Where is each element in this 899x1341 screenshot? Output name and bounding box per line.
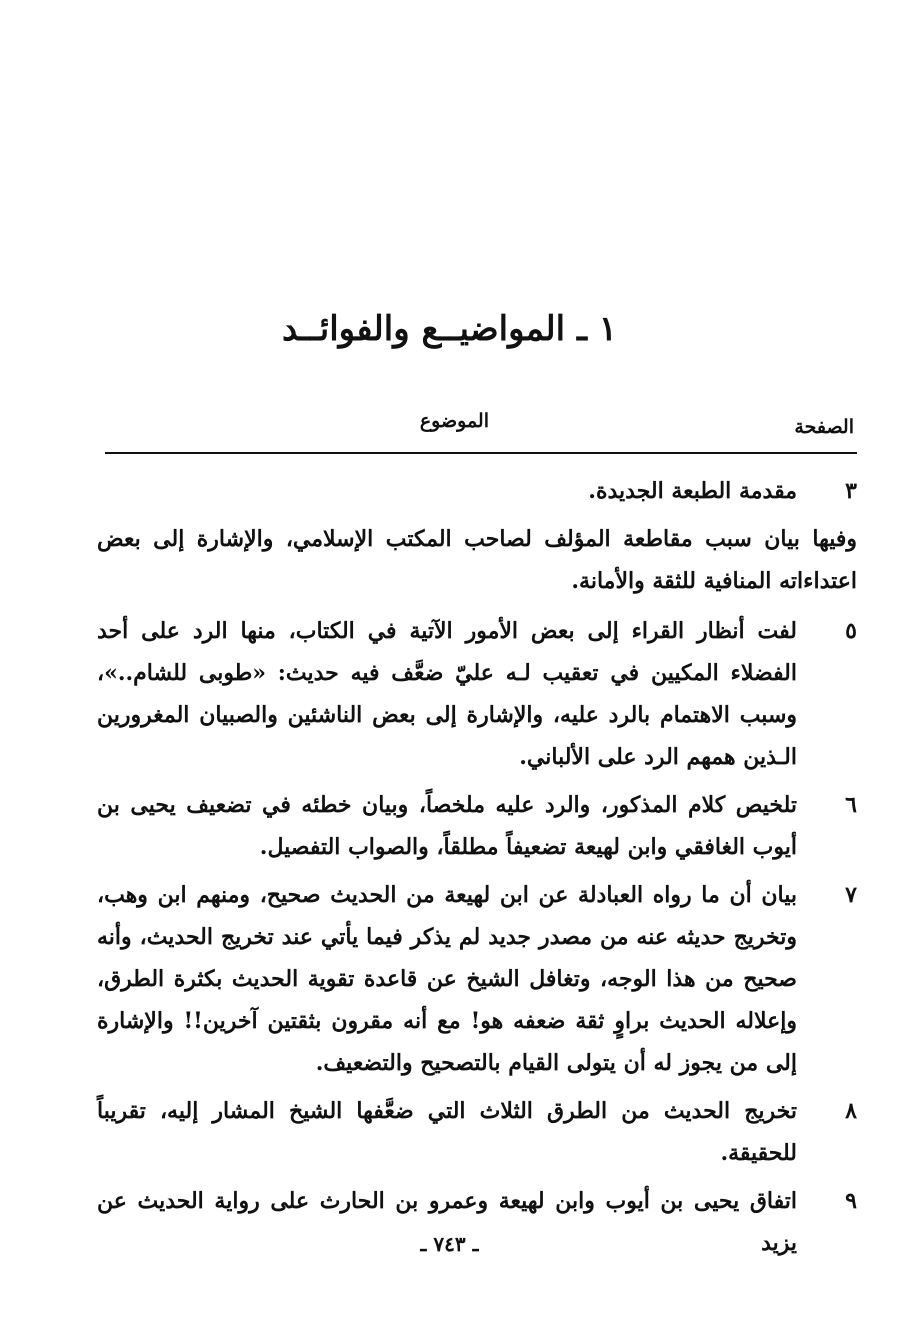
entry-text: تخريج الحديث من الطرق الثلاث التي ضعَّفها الشيخ المشار إليه، تقريباً للحقيقة. — [97, 1098, 797, 1166]
entry-text: بيان أن ما رواه العبادلة عن ابن لهيعة من الحديث صحيح، ومنهم ابن وهب، وتخريج حديثه عنه من مصدر جديد لم يذكر فيما يأتي عند تخريج الحديث، وأنه صحيح من هذا الوجه، وتغافل الشيخ عن قاعدة تقوية الحديث بكثرة الطرق، وإعلاله الحديث براوٍ ثقة ضعفه هو! مع أنه مقرون بثقتين آخرين!! والإشارة إلى من يجوز له أن يتولى القيام بالتصحيح والتضعيف. — [97, 882, 797, 1076]
entry-page-number: ٣ — [845, 478, 857, 504]
page-number: ـ ٧٤٣ ـ — [420, 1232, 479, 1256]
entry-page-number: ٧ — [845, 882, 857, 908]
entry-page-number: ٨ — [845, 1098, 857, 1124]
index-entries — [97, 470, 857, 1270]
entry-text: مقدمة الطبعة الجديدة. — [588, 478, 797, 504]
entry-page-number: ٦ — [845, 792, 857, 818]
entry-page-number: ٥ — [845, 618, 857, 644]
entry-page-number: ٩ — [845, 1188, 857, 1214]
index-entry — [97, 1090, 857, 1174]
index-entry — [97, 470, 857, 512]
index-entry — [97, 784, 857, 868]
entry-subtext: وفيها بيان سبب مقاطعة المؤلف لصاحب المكتب الإسلامي، والإشارة إلى بعض اعتداءاته المنافية للثقة والأمانة. — [97, 526, 857, 594]
section-title: ١ ـ المواضيــع والفوائــد — [281, 309, 618, 349]
index-entry — [97, 610, 857, 778]
column-header-topic: الموضوع — [419, 410, 489, 432]
index-entry — [97, 874, 857, 1084]
entry-text: تلخيص كلام المذكور، والرد عليه ملخصاً، وبيان خطئه في تضعيف يحيى بن أيوب الغافقي وابن لهيعة تضعيفاً مطلقاً، والصواب التفصيل. — [97, 792, 797, 860]
entry-text: اتفاق يحيى بن أيوب وابن لهيعة وعمرو بن الحارث على رواية الحديث عن يزيد — [97, 1188, 797, 1256]
header-divider — [105, 452, 857, 454]
column-header-page: الصفحة — [794, 416, 854, 438]
entry-text: لفت أنظار القراء إلى بعض الأمور الآتية في الكتاب، منها الرد على أحد الفضلاء المكيين في تعقيب لـه عليّ ضعَّف فيه حديث: «طوبى للشام..»، وسبب الاهتمام بالرد عليه، والإشارة إلى بعض الناشئين والصبيان المغرورين الـذين همهم الرد على الألباني. — [97, 618, 797, 770]
